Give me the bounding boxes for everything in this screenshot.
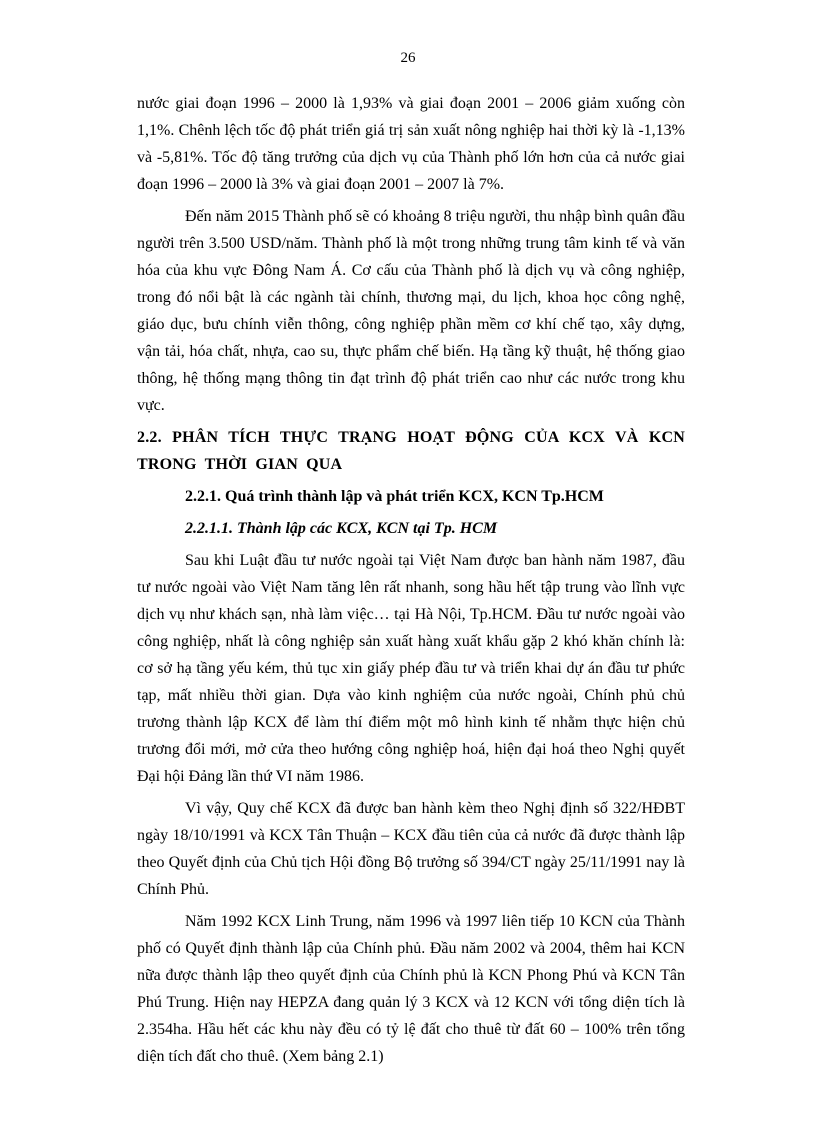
paragraph-city-2015: Đến năm 2015 Thành phố sẽ có khoảng 8 triệu người, thu nhập bình quân đầu người trên 3.500 USD/năm. Thành phố là một trong những trung tâm kinh tế và văn hóa của khu vực Đông Nam Á. Cơ cấu của Thành phố là dịch vụ và công nghiệp, trong đó nổi bật là các ngành tài chính, thương mại, du lịch, khoa học công nghệ, giáo dục, bưu chính viễn thông, công nghiệp phần mềm cơ khí chế tạo, xây dựng, vận tải, hóa chất, nhựa, cao su, thực phẩm chế biến. Hạ tầng kỹ thuật, hệ thống giao thông, hệ thống mạng thông tin đạt trình độ phát triển cao như các nước trong khu vực. xyxy=(137,208,685,414)
page-body xyxy=(137,90,685,1075)
section-heading-2-2: 2.2. PHÂN TÍCH THỰC TRẠNG HOẠT ĐỘNG CỦA KCX VÀ KCN TRONG THỜI GIAN QUA xyxy=(137,429,685,473)
subsubsection-heading-2-2-1-1: 2.2.1.1. Thành lập các KCX, KCN tại Tp. HCM xyxy=(185,520,498,537)
paragraph-kcx-kcn-establishment: Năm 1992 KCX Linh Trung, năm 1996 và 1997 liên tiếp 10 KCN của Thành phố có Quyết định thành lập của Chính phủ. Đầu năm 2002 và 2004, thêm hai KCN nữa được thành lập theo quyết định của Chính phủ là KCN Phong Phú và KCN Tân Phú Trung. Hiện nay HEPZA đang quản lý 3 KCX và 12 KCN với tổng diện tích là 2.354ha. Hầu hết các khu này đều có tỷ lệ đất cho thuê từ đất 60 – 100% trên tổng diện tích đất cho thuê. (Xem bảng 2.1) xyxy=(137,913,685,1065)
subsection-heading-2-2-1: 2.2.1. Quá trình thành lập và phát triển KCX, KCN Tp.HCM xyxy=(185,488,604,505)
paragraph-kcx-regulation: Vì vậy, Quy chế KCX đã được ban hành kèm theo Nghị định số 322/HĐBT ngày 18/10/1991 và KCX Tân Thuận – KCX đầu tiên của cả nước đã được thành lập theo Quyết định của Chủ tịch Hội đồng Bộ trưởng số 394/CT ngày 25/11/1991 nay là Chính Phủ. xyxy=(137,800,685,898)
paragraph-growth-rates: nước giai đoạn 1996 – 2000 là 1,93% và giai đoạn 2001 – 2006 giảm xuống còn 1,1%. Chênh lệch tốc độ phát triển giá trị sản xuất nông nghiệp hai thời kỳ là -1,13% và -5,81%. Tốc độ tăng trưởng của dịch vụ của Thành phố lớn hơn của cả nước giai đoạn 1996 – 2000 là 3% và giai đoạn 2001 – 2007 là 7%. xyxy=(137,95,685,193)
page-number: 26 xyxy=(400,50,416,66)
paragraph-foreign-investment: Sau khi Luật đầu tư nước ngoài tại Việt Nam được ban hành năm 1987, đầu tư nước ngoài vào Việt Nam tăng lên rất nhanh, song hầu hết tập trung vào lĩnh vực dịch vụ như khách sạn, nhà làm việc… tại Hà Nội, Tp.HCM. Đầu tư nước ngoài vào công nghiệp, nhất là công nghiệp sản xuất hàng xuất khẩu gặp 2 khó khăn chính là: cơ sở hạ tầng yếu kém, thủ tục xin giấy phép đầu tư và triển khai dự án đầu tư phức tạp, mất nhiều thời gian. Dựa vào kinh nghiệm của nước ngoài, Chính phủ chủ trương thành lập KCX để làm thí điểm một mô hình kinh tế nhằm thực hiện chủ trương đổi mới, mở cửa theo hướng công nghiệp hoá, hiện đại hoá theo Nghị quyết Đại hội Đảng lần thứ VI năm 1986. xyxy=(137,552,685,785)
